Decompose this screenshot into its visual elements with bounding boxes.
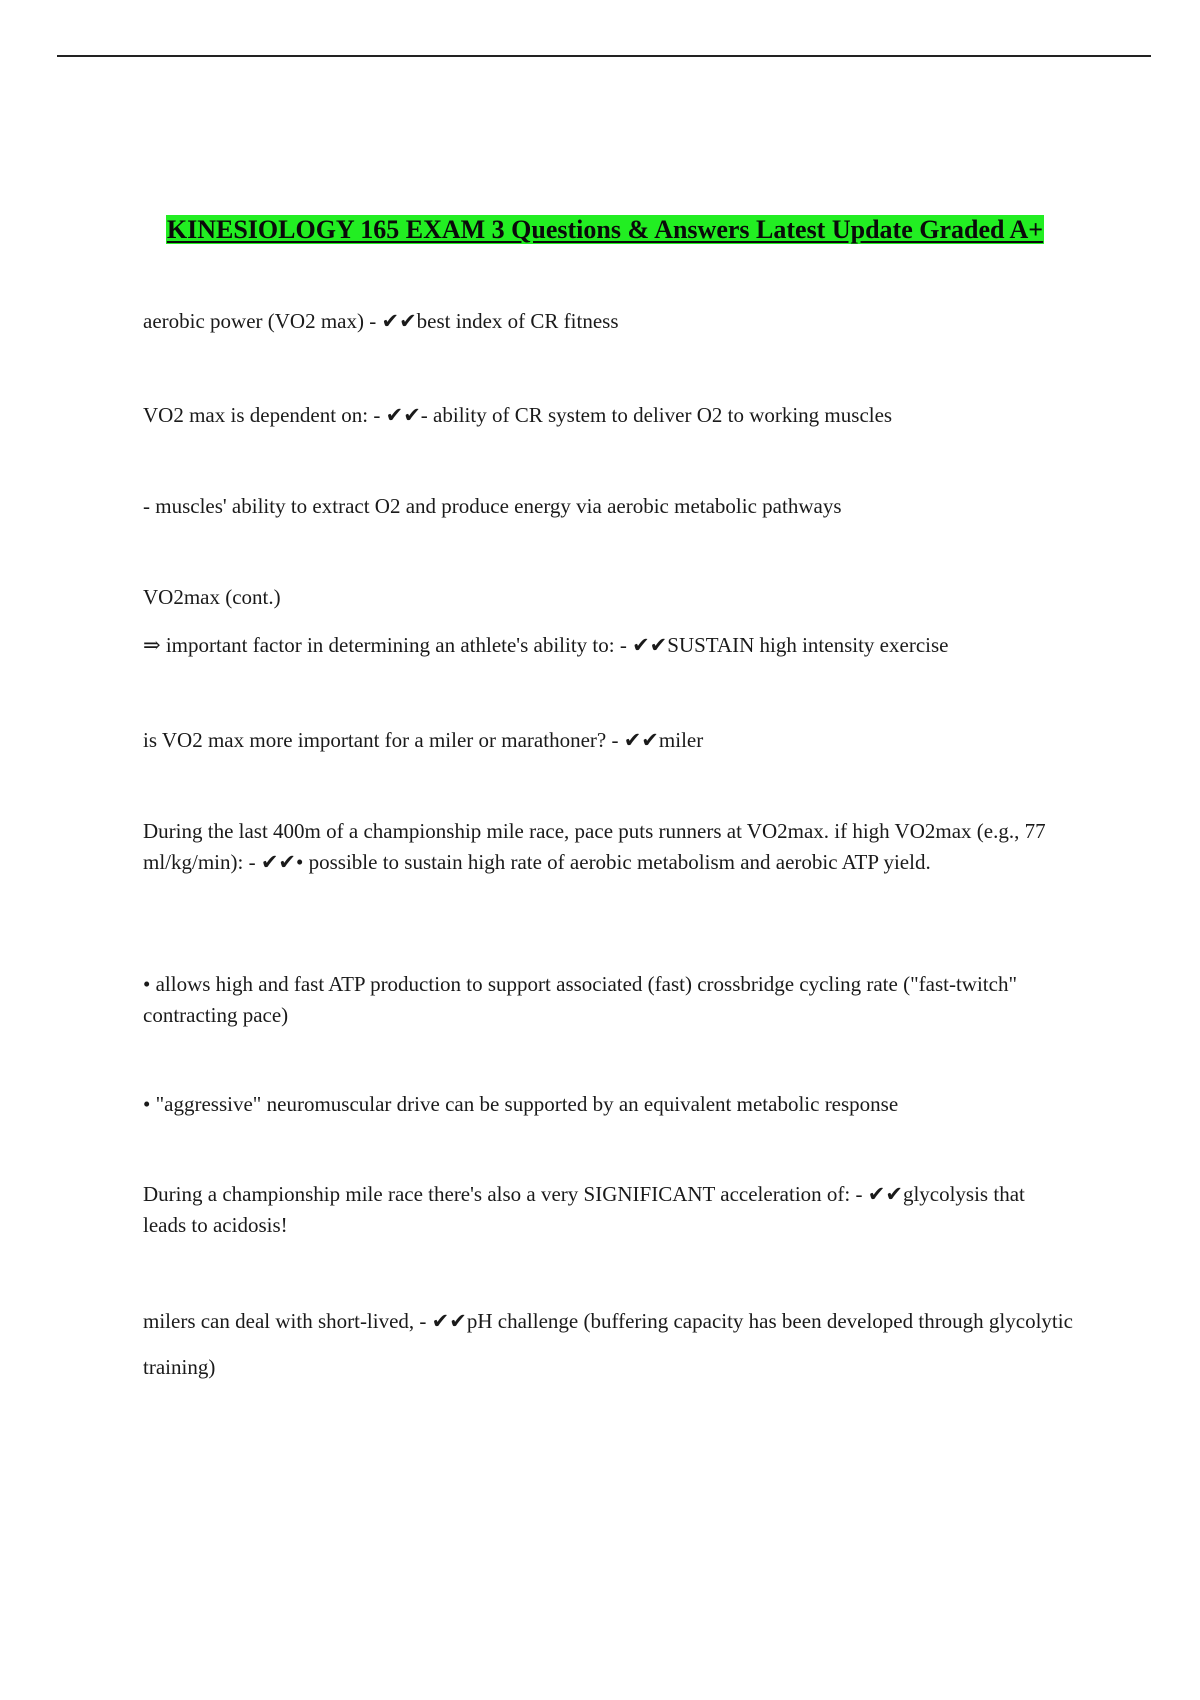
top-rule: [57, 55, 1151, 57]
paragraph-fast-atp: • allows high and fast ATP production to support associated (fast) crossbridge cycling rate ("fast-twitch" contracting pace): [143, 972, 1018, 1027]
document-title: [143, 213, 1067, 247]
document-title-text: KINESIOLOGY 165 EXAM 3 Questions & Answers Latest Update Graded A+: [166, 215, 1044, 244]
paragraph-miler-or-marathoner: is VO2 max more important for a miler or marathoner? - ✔✔miler: [143, 728, 704, 752]
paragraph-glycolysis: During a championship mile race there's also a very SIGNIFICANT acceleration of: - ✔✔glycolysis that leads to acidosis!: [143, 1182, 1025, 1237]
paragraph-ph-challenge: milers can deal with short-lived, - ✔✔pH challenge (buffering capacity has been developed through glycolytic training): [143, 1309, 1073, 1379]
paragraph-vo2-dependent: VO2 max is dependent on: - ✔✔- ability of CR system to deliver O2 to working muscles: [143, 403, 893, 427]
paragraph-vo2max-cont: VO2max (cont.): [143, 585, 281, 609]
paragraph-important-factor: ⇒ important factor in determining an athlete's ability to: - ✔✔SUSTAIN high intensity exercise: [143, 633, 949, 657]
paragraph-muscles-ability: - muscles' ability to extract O2 and produce energy via aerobic metabolic pathways: [143, 494, 842, 518]
paragraph-aerobic-power: aerobic power (VO2 max) - ✔✔best index of CR fitness: [143, 309, 619, 333]
paragraph-last-400m: During the last 400m of a championship mile race, pace puts runners at VO2max. if high VO2max (e.g., 77 ml/kg/min): - ✔✔• possible to sustain high rate of aerobic metabolism and aerobic ATP yield.: [143, 819, 1046, 874]
paragraph-neuromuscular-drive: • "aggressive" neuromuscular drive can be supported by an equivalent metabolic response: [143, 1092, 899, 1116]
